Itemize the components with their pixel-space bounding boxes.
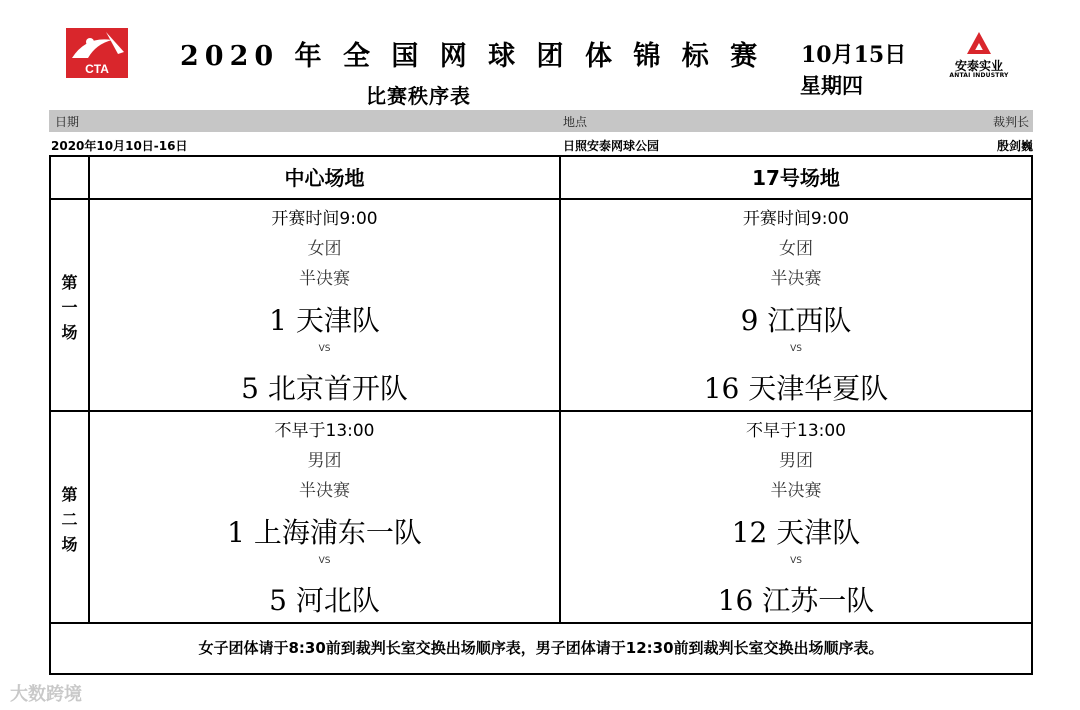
team-two: 16 江苏一队 <box>717 584 875 617</box>
match-round: 半决赛 <box>299 481 350 501</box>
vs-label: VS <box>318 556 331 566</box>
match-cell <box>90 412 559 622</box>
date-value: 2020年10月10日-16日 <box>51 139 188 153</box>
team-one: 12 天津队 <box>731 516 861 549</box>
team-two: 5 北京首开队 <box>241 372 408 405</box>
venue-value: 日照安泰网球公园 <box>563 139 660 153</box>
team-one: 1 天津队 <box>269 304 380 337</box>
start-time: 不早于13:00 <box>274 421 375 441</box>
referee-label: 裁判长 <box>992 115 1029 129</box>
session-label-char: 二 <box>61 510 78 529</box>
match-cell <box>90 200 559 410</box>
match-round: 半决赛 <box>770 269 822 289</box>
court-header-center: 中心场地 <box>284 166 365 190</box>
match-round: 半决赛 <box>299 269 350 289</box>
row-divider <box>51 622 1031 624</box>
vs-label: VS <box>790 344 802 354</box>
vs-label: VS <box>318 344 331 354</box>
session-label-char: 场 <box>61 535 78 554</box>
sponsor-name-en: ANTAI INDUSTRY <box>949 72 1009 79</box>
event-type: 男团 <box>307 451 342 471</box>
sponsor-name: 安泰实业 <box>954 59 1003 73</box>
court-header-17: 17号场地 <box>752 166 840 190</box>
team-two: 16 天津华夏队 <box>703 372 889 405</box>
session-label-2 <box>51 482 88 557</box>
session-label-1 <box>51 270 88 345</box>
team-one: 1 上海浦东一队 <box>227 516 422 549</box>
info-bar <box>49 110 1033 132</box>
start-time: 开赛时间9:00 <box>742 209 850 229</box>
match-cell <box>561 412 1031 622</box>
event-type: 女团 <box>307 239 342 259</box>
page-subtitle: 比赛秩序表 <box>366 84 471 108</box>
session-label-char: 第 <box>61 485 78 504</box>
session-label-char: 第 <box>61 273 78 292</box>
antai-logo <box>945 30 1013 82</box>
match-round: 半决赛 <box>770 481 822 501</box>
watermark: 大数跨境 <box>10 684 82 705</box>
schedule-table <box>49 155 1033 675</box>
start-time: 不早于13:00 <box>746 421 846 441</box>
referee-value: 殷剑巍 <box>996 139 1033 153</box>
event-type: 女团 <box>779 239 813 259</box>
cta-logo <box>66 28 128 78</box>
venue-label: 地点 <box>563 115 588 129</box>
vs-label: VS <box>790 556 802 566</box>
match-cell <box>561 200 1031 410</box>
event-type: 男团 <box>779 451 813 471</box>
date-label: 日期 <box>55 115 80 129</box>
session-label-char: 一 <box>61 298 78 317</box>
session-label-char: 场 <box>61 323 78 342</box>
match-weekday: 星期四 <box>800 74 863 98</box>
team-two: 5 河北队 <box>269 584 380 617</box>
match-date: 10月15日 <box>801 42 907 68</box>
start-time: 开赛时间9:00 <box>271 209 378 229</box>
team-one: 9 江西队 <box>740 304 852 337</box>
schedule-note: 女子团体请于8:30前到裁判长室交换出场顺序表，男子团体请于12:30前到裁判长室交换出场顺序表。 <box>198 639 884 657</box>
page-title: 2020 年 全 国 网 球 团 体 锦 标 赛 <box>180 41 764 72</box>
cta-logo-text: CTA <box>85 62 109 76</box>
